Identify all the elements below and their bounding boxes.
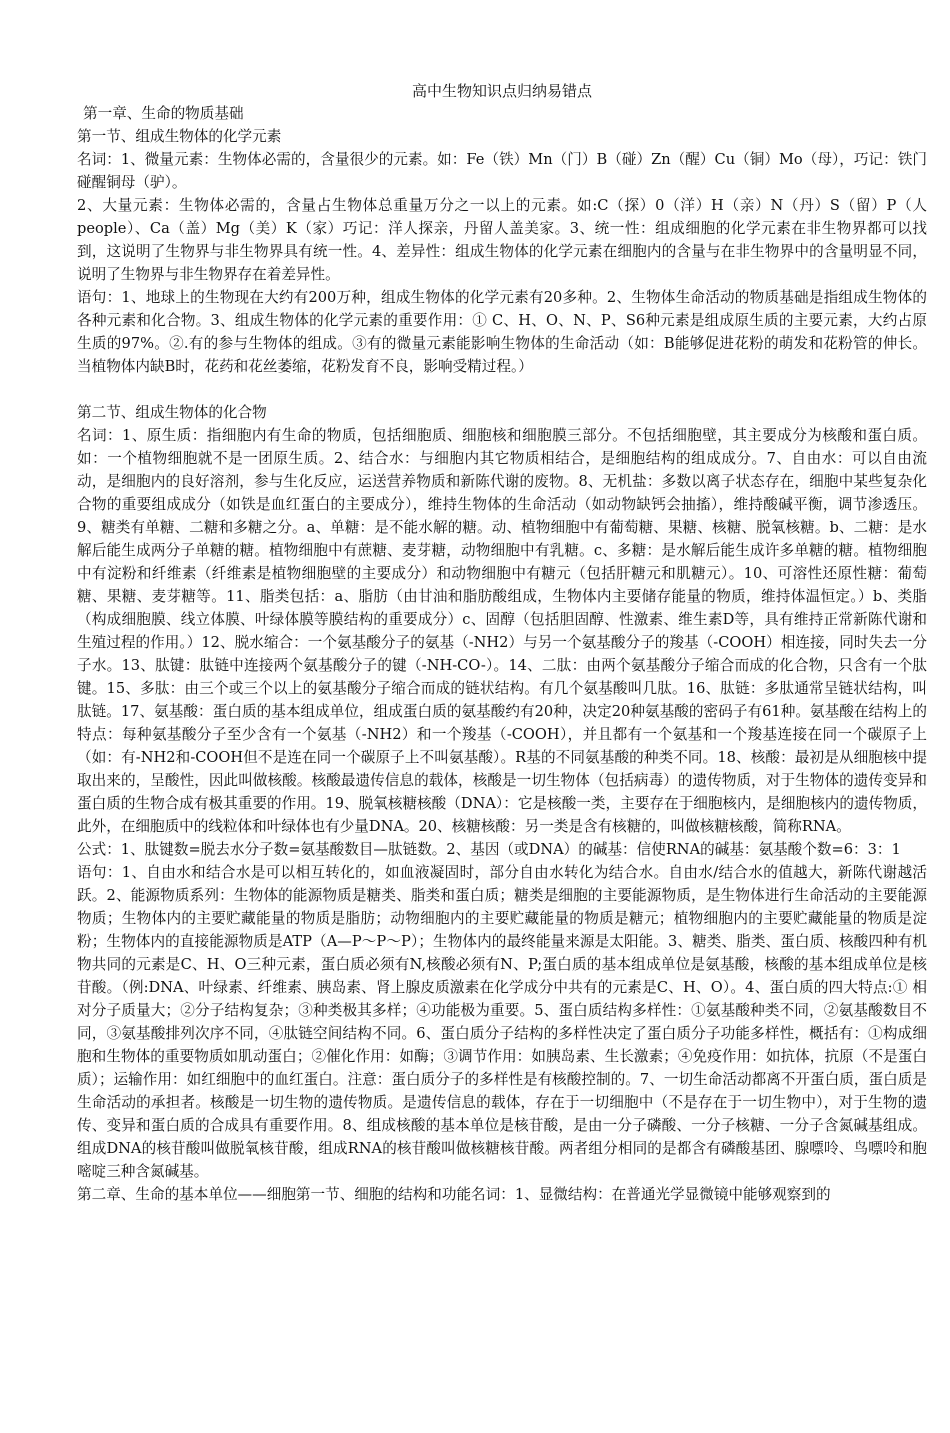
section-2-formula-paragraph: 公式：1、肽键数=脱去水分子数=氨基酸数目—肽链数。2、基因（或DNA）的碱基：信使RNA的碱基：氨基酸个数=6：3：1 xyxy=(77,841,901,858)
section-1-terms-paragraph-2: 2、大量元素：生物体必需的，含量占生物体总重量万分之一以上的元素。如:C（探）0（洋）H（亲）N（丹）S（留）P（人people）、Ca（盖）Mg（美）K（家）巧记：洋人探亲，丹留人盖美家。3、统一性：组成细胞的化学元素在非生物界都可以找到，这说明了生物界与非生物界具有统一性。4、差异性：组成生物体的化学元素在细胞内的含量与在非生物界中的含量明显不同，说明了生物界与非生物界存在着差异性。 xyxy=(77,197,927,283)
document-page xyxy=(77,80,927,1206)
section-1-heading: 第一节、组成生物体的化学元素 xyxy=(77,128,282,145)
chapter-2-heading: 第二章、生命的基本单位——细胞第一节、细胞的结构和功能名词：1、显微结构：在普通光学显微镜中能够观察到的 xyxy=(77,1186,831,1203)
paragraph-spacer xyxy=(77,378,927,401)
section-2-heading: 第二节、组成生物体的化合物 xyxy=(77,404,267,421)
section-1-sentences-paragraph: 语句：1、地球上的生物现在大约有200万种，组成生物体的化学元素有20多种。2、生物体生命活动的物质基础是指组成生物体的各种元素和化合物。3、组成生物体的化学元素的重要作用：① C、H、O、N、P、S6种元素是组成原生质的主要元素，大约占原生质的97%。②.有的参与生物体的组成。③有的微量元素能影响生物体的生命活动（如：B能够促进花粉的萌发和花粉管的伸长。当植物体内缺B时，花药和花丝萎缩，花粉发育不良，影响受精过程。） xyxy=(77,289,927,375)
chapter-1-heading: 第一章、生命的物质基础 xyxy=(83,105,244,122)
section-1-terms-paragraph: 名词：1、微量元素：生物体必需的，含量很少的元素。如：Fe（铁）Mn（门）B（碰）Zn（醒）Cu（铜）Mo（母），巧记：铁门碰醒铜母（驴）。 xyxy=(77,151,927,191)
section-2-sentences-paragraph: 语句：1、自由水和结合水是可以相互转化的，如血液凝固时，部分自由水转化为结合水。自由水/结合水的值越大，新陈代谢越活跃。2、能源物质系列：生物体的能源物质是糖类、脂类和蛋白质；糖类是细胞的主要能源物质，是生物体进行生命活动的主要能源物质；生物体内的主要贮藏能量的物质是脂肪；动物细胞内的主要贮藏能量的物质是糖元；植物细胞内的主要贮藏能量的物质是淀粉；生物体内的直接能源物质是ATP（A—P～P～P）；生物体内的最终能量来源是太阳能。3、糖类、脂类、蛋白质、核酸四种有机物共同的元素是C、H、O三种元素，蛋白质必须有N,核酸必须有N、P;蛋白质的基本组成单位是氨基酸，核酸的基本组成单位是核苷酸。（例:DNA、叶绿素、纤维素、胰岛素、肾上腺皮质激素在化学成分中共有的元素是C、H、O）。4、蛋白质的四大特点:① 相对分子质量大；②分子结构复杂；③种类极其多样；④功能极为重要。5、蛋白质结构多样性：①氨基酸种类不同，②氨基酸数目不同，③氨基酸排列次序不同，④肽链空间结构不同。6、蛋白质分子结构的多样性决定了蛋白质分子功能多样性，概括有：①构成细胞和生物体的重要物质如肌动蛋白；②催化作用：如酶；③调节作用：如胰岛素、生长激素；④免疫作用：如抗体，抗原（不是蛋白质）；运输作用：如红细胞中的血红蛋白。注意：蛋白质分子的多样性是有核酸控制的。7、一切生命活动都离不开蛋白质，蛋白质是生命活动的承担者。核酸是一切生物的遗传物质。是遗传信息的载体，存在于一切细胞中（不是存在于一切生物中），对于生物的遗传、变异和蛋白质的合成具有重要作用。8、组成核酸的基本单位是核苷酸，是由一分子磷酸、一分子核糖、一分子含氮碱基组成。组成DNA的核苷酸叫做脱氧核苷酸，组成RNA的核苷酸叫做核糖核苷酸。两者组分相同的是都含有磷酸基团、腺嘌呤、鸟嘌呤和胞嘧啶三种含氮碱基。 xyxy=(77,864,927,1180)
section-2-terms-paragraph: 名词：1、原生质：指细胞内有生命的物质，包括细胞质、细胞核和细胞膜三部分。不包括细胞壁，其主要成分为核酸和蛋白质。如：一个植物细胞就不是一团原生质。2、结合水：与细胞内其它物质相结合，是细胞结构的组成成分。7、自由水：可以自由流动，是细胞内的良好溶剂，参与生化反应，运送营养物质和新陈代谢的废物。8、无机盐：多数以离子状态存在，细胞中某些复杂化合物的重要组成成分（如铁是血红蛋白的主要成分），维持生物体的生命活动（如动物缺钙会抽搐），维持酸碱平衡，调节渗透压。9、糖类有单糖、二糖和多糖之分。a、单糖：是不能水解的糖。动、植物细胞中有葡萄糖、果糖、核糖、脱氧核糖。b、二糖：是水解后能生成两分子单糖的糖。植物细胞中有蔗糖、麦芽糖，动物细胞中有乳糖。c、多糖：是水解后能生成许多单糖的糖。植物细胞中有淀粉和纤维素（纤维素是植物细胞壁的主要成分）和动物细胞中有糖元（包括肝糖元和肌糖元）。10、可溶性还原性糖：葡萄糖、果糖、麦芽糖等。11、脂类包括：a、脂肪（由甘油和脂肪酸组成，生物体内主要储存能量的物质，维持体温恒定。）b、类脂（构成细胞膜、线立体膜、叶绿体膜等膜结构的重要成分）c、固醇（包括胆固醇、性激素、维生素D等，具有维持正常新陈代谢和生殖过程的作用。）12、脱水缩合：一个氨基酸分子的氨基（-NH2）与另一个氨基酸分子的羧基（-COOH）相连接，同时失去一分子水。13、肽键：肽链中连接两个氨基酸分子的键（-NH-CO-）。14、二肽：由两个氨基酸分子缩合而成的化合物，只含有一个肽键。15、多肽：由三个或三个以上的氨基酸分子缩合而成的链状结构。有几个氨基酸叫几肽。16、肽链：多肽通常呈链状结构，叫肽链。17、氨基酸：蛋白质的基本组成单位，组成蛋白质的氨基酸约有20种，决定20种氨基酸的密码子有61种。氨基酸在结构上的特点：每种氨基酸分子至少含有一个氨基（-NH2）和一个羧基（-COOH），并且都有一个氨基和一个羧基连接在同一个碳原子上（如：有-NH2和-COOH但不是连在同一个碳原子上不叫氨基酸）。R基的不同氨基酸的种类不同。18、核酸：最初是从细胞核中提取出来的，呈酸性，因此叫做核酸。核酸最遗传信息的载体，核酸是一切生物体（包括病毒）的遗传物质，对于生物体的遗传变异和蛋白质的生物合成有极其重要的作用。19、脱氧核糖核酸（DNA）：它是核酸一类，主要存在于细胞核内，是细胞核内的遗传物质，此外，在细胞质中的线粒体和叶绿体也有少量DNA。20、核糖核酸：另一类是含有核糖的，叫做核糖核酸，简称RNA。 xyxy=(77,427,927,835)
document-title: 高中生物知识点归纳易错点 xyxy=(411,82,592,100)
